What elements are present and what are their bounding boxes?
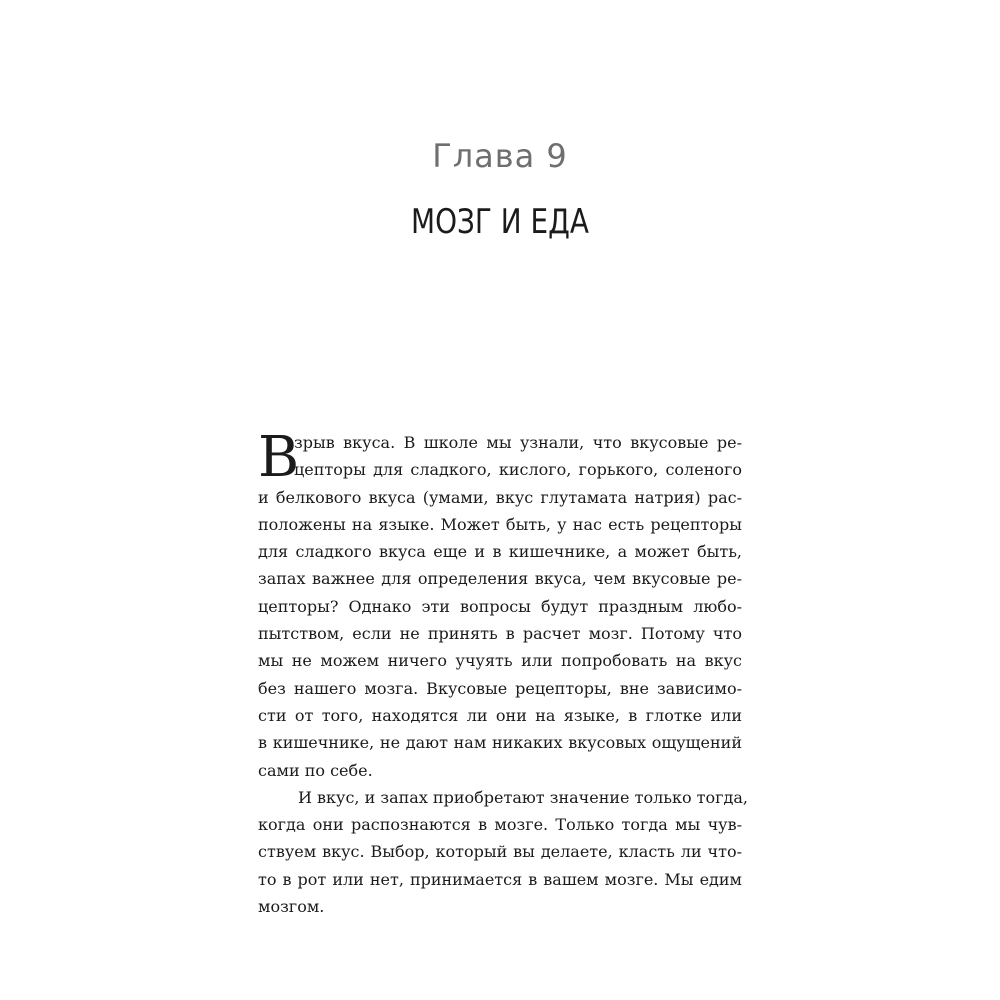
text-line: пытством, если не принять в расчет мозг. Потому что [258, 624, 742, 644]
chapter-body [258, 425, 749, 920]
drop-cap: В [258, 425, 300, 490]
text-line: зрыв вкуса. В школе мы узнали, что вкусовые ре- [294, 433, 742, 452]
text-line: без нашего мозга. Вкусовые рецепторы, вне зависимо- [258, 678, 742, 698]
text-line: когда они распознаются в мозге. Только тогда мы чув- [258, 815, 742, 835]
text-line: ствуем вкус. Выбор, который вы делаете, класть ли что- [258, 842, 742, 862]
text-line: цепторы для сладкого, кислого, горького, соленого [294, 460, 742, 480]
text-line: сти от того, находятся ли они на языке, в глотке или [258, 705, 742, 725]
text-line: и белкового вкуса (умами, вкус глутамата натрия) рас- [258, 487, 742, 507]
text-line: положены на языке. Может быть, у нас есть рецепторы [258, 514, 742, 534]
chapter-number: Глава 9 [432, 137, 568, 175]
text-line: в кишечнике, не дают нам никаких вкусовых ощущений [258, 733, 742, 753]
text-line: для сладкого вкуса еще и в кишечнике, а может быть, [258, 542, 742, 562]
chapter-title: МОЗГ И ЕДА [411, 202, 589, 242]
text-line: цепторы? Однако эти вопросы будут праздным любо- [258, 596, 742, 616]
text-line: сами по себе. [258, 760, 373, 780]
text-line: мы не можем ничего учуять или попробовать на вкус [258, 651, 742, 671]
text-line: мозгом. [258, 897, 325, 917]
text-line: И вкус, и запах приобретают значение только тогда, [298, 787, 749, 807]
text-line: запах важнее для определения вкуса, чем вкусовые ре- [258, 569, 742, 589]
text-line: то в рот или нет, принимается в вашем мозге. Мы едим [258, 869, 742, 889]
